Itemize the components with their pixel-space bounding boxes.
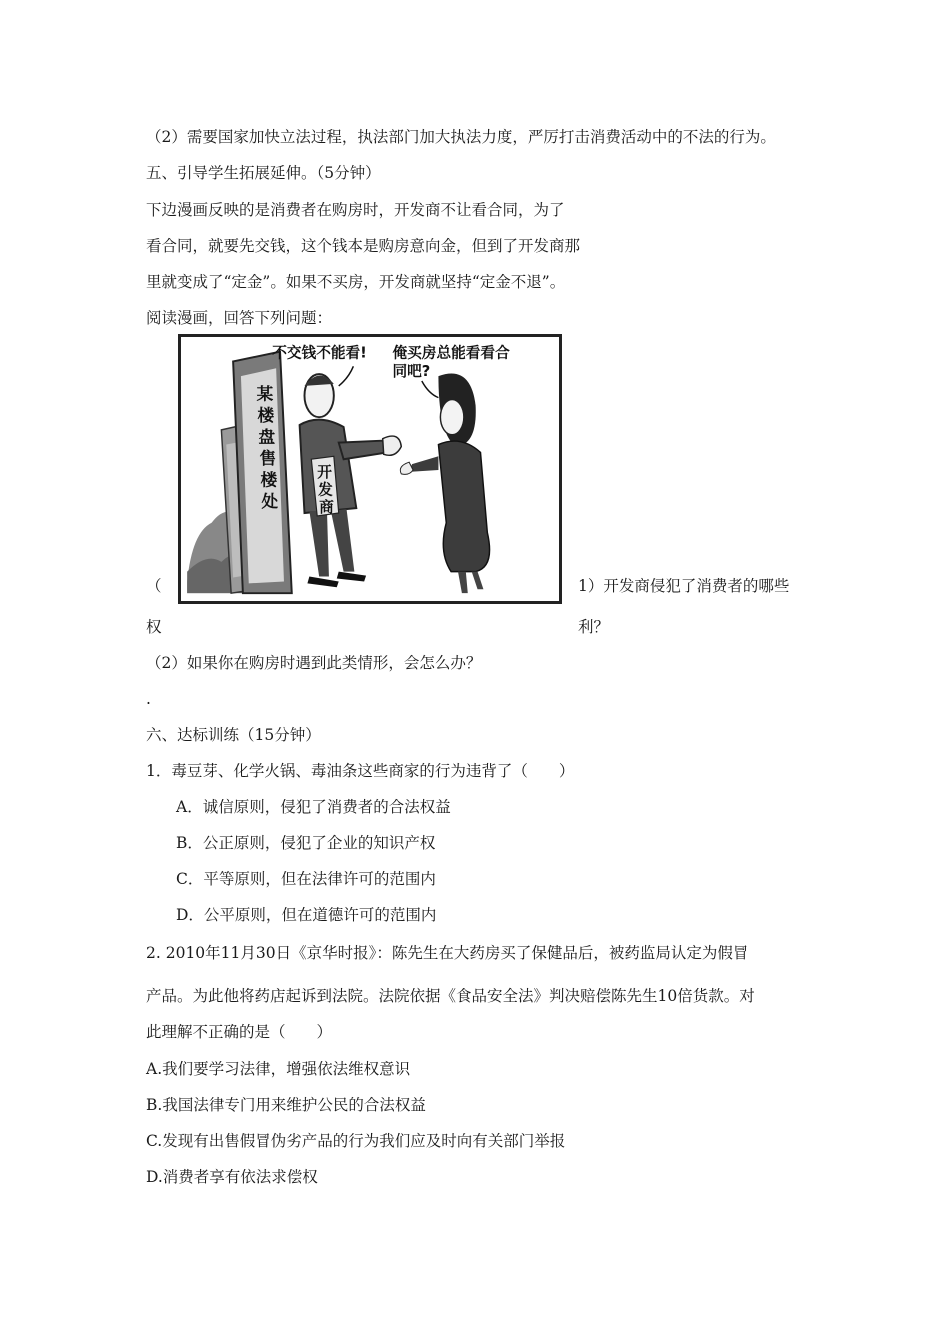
text-line: 下边漫画反映的是消费者在购房时，开发商不让看合同，为了 xyxy=(146,201,565,219)
sign-char: 处 xyxy=(261,492,279,512)
speech-bubble-developer: 不交钱不能看! xyxy=(272,344,367,362)
question-text: （2）如果你在购房时遇到此类情形，会怎么办？ xyxy=(146,654,482,672)
sign-char: 盘 xyxy=(258,427,276,447)
option-a: A．诚信原则，侵犯了消费者的合法权益 xyxy=(176,798,451,816)
option-a: A.我们要学习法律，增强依法维权意识 xyxy=(146,1060,411,1078)
text-line: . xyxy=(146,690,151,708)
question-text: 2. 2010年11月30日《京华时报》：陈先生在大药房买了保健品后，被药监局认定为假冒 xyxy=(146,944,749,962)
question-text: 此理解不正确的是（ ） xyxy=(146,1023,333,1041)
sign-char: 楼 xyxy=(260,470,278,490)
badge-char: 发 xyxy=(318,481,333,499)
text-line: （2）需要国家加快立法过程，执法部门加大执法力度，严厉打击消费活动中的不法的行为。 xyxy=(146,128,776,146)
option-b: B．公正原则，侵犯了企业的知识产权 xyxy=(176,834,436,852)
text-line: 阅读漫画，回答下列问题： xyxy=(146,309,333,327)
question-text: 1）开发商侵犯了消费者的哪些 xyxy=(578,577,790,595)
sign-char: 售 xyxy=(259,449,277,469)
option-c: C．平等原则，但在法律许可的范围内 xyxy=(176,870,436,888)
speech-bubble-consumer-line1: 俺买房总能看看合 xyxy=(392,344,510,362)
sign-char: 某 xyxy=(256,384,274,404)
question-paren: （ xyxy=(146,577,162,595)
text-line: 里就变成了“定金”。如果不买房，开发商就坚持“定金不退”。 xyxy=(146,273,566,291)
section-heading: 五、引导学生拓展延伸。（5分钟） xyxy=(146,164,381,182)
option-c: C.发现有出售假冒伪劣产品的行为我们应及时向有关部门举报 xyxy=(146,1132,566,1150)
question-text: 1．毒豆芽、化学火锅、毒油条这些商家的行为违背了（ ） xyxy=(146,762,575,780)
option-d: D.消费者享有依法求偿权 xyxy=(146,1168,318,1186)
question-text: 权 xyxy=(146,618,162,636)
section-heading: 六、达标训练（15分钟） xyxy=(146,726,321,744)
badge-char: 商 xyxy=(319,499,334,517)
speech-bubble-consumer-line2: 同吧? xyxy=(392,363,431,381)
sign-char: 楼 xyxy=(257,406,275,426)
question-text: 利？ xyxy=(578,618,610,636)
question-text: 产品。为此他将药店起诉到法院。法院依据《食品安全法》判决赔偿陈先生10倍货款。对 xyxy=(146,987,755,1005)
badge-char: 开 xyxy=(317,463,332,481)
text-line: 看合同，就要先交钱，这个钱本是购房意向金，但到了开发商那 xyxy=(146,237,581,255)
option-b: B.我国法律专门用来维护公民的合法权益 xyxy=(146,1096,426,1114)
cartoon-illustration xyxy=(178,334,562,604)
option-d: D．公平原则，但在道德许可的范围内 xyxy=(176,906,437,924)
